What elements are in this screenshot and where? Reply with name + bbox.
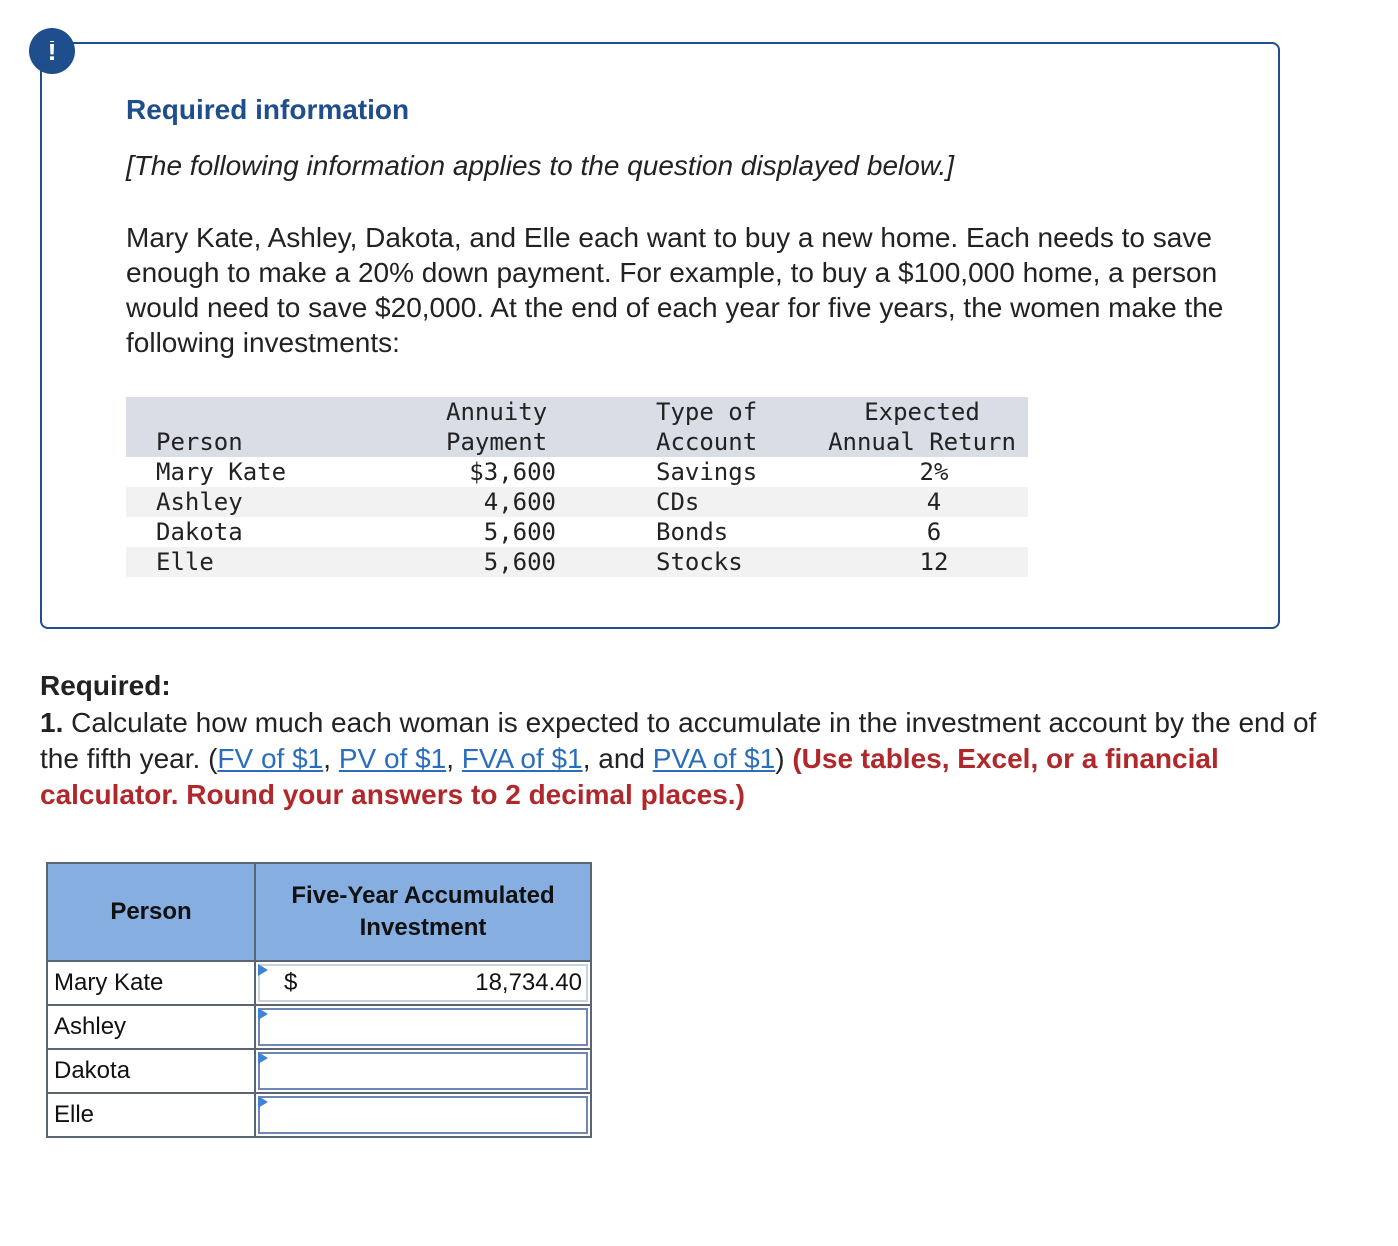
answer-input[interactable] bbox=[258, 1052, 588, 1090]
cell-type: CDs bbox=[656, 487, 816, 517]
table-row bbox=[126, 547, 1028, 577]
cell-return: 2% bbox=[919, 458, 949, 486]
answer-person: Mary Kate bbox=[47, 961, 255, 1005]
cell-payment: 4,600 bbox=[446, 487, 656, 517]
cell-type: Stocks bbox=[656, 547, 816, 577]
cell-person: Dakota bbox=[156, 518, 243, 546]
required-question: 1. Calculate how much each woman is expected to accumulate in the investment account by the end of the fifth year. (FV of $1, PV of $1, FVA of $1, and PVA of $1) (Use tables, Excel, or a financial calculator. Round your answers to 2 decimal places.) bbox=[40, 707, 1317, 810]
answer-input-cell[interactable] bbox=[255, 1005, 591, 1049]
required-heading: Required: bbox=[40, 670, 171, 701]
table-row bbox=[47, 1005, 591, 1049]
answer-input[interactable] bbox=[258, 1096, 588, 1134]
cell-return: 6 bbox=[926, 518, 942, 546]
alert-icon: ! bbox=[29, 28, 75, 74]
answer-header-person: Person bbox=[47, 863, 255, 961]
cell-payment: $3,600 bbox=[469, 458, 556, 486]
input-marker-icon bbox=[258, 1008, 268, 1020]
currency-symbol: $ bbox=[284, 969, 298, 996]
header-type: Type of Account bbox=[656, 397, 816, 457]
answer-input-cell[interactable] bbox=[255, 1093, 591, 1137]
answer-input-cell[interactable] bbox=[255, 1049, 591, 1093]
answer-person: Elle bbox=[47, 1093, 255, 1137]
pva-link[interactable]: PVA of $1 bbox=[652, 743, 776, 774]
table-row bbox=[47, 961, 591, 1005]
cell-person: Elle bbox=[126, 547, 446, 577]
header-payment: Annuity Payment bbox=[446, 397, 656, 457]
instruction-text: (Use tables, Excel, or a financial calculator. Round your answers to 2 decimal places.) bbox=[40, 743, 1219, 810]
cell-return: 12 bbox=[816, 547, 1028, 577]
answer-input-cell[interactable] bbox=[255, 961, 591, 1005]
pv-link[interactable]: PV of $1 bbox=[338, 743, 447, 774]
table-row bbox=[47, 1093, 591, 1137]
cell-type: Bonds bbox=[656, 518, 729, 546]
info-note: [The following information applies to the question displayed below.] bbox=[126, 150, 955, 181]
info-title: Required information bbox=[126, 94, 410, 125]
cell-person: Mary Kate bbox=[156, 458, 287, 486]
answer-person: Dakota bbox=[47, 1049, 255, 1093]
answer-header-value: Five-Year Accumulated Investment bbox=[255, 863, 591, 961]
header-person: Person bbox=[126, 397, 446, 457]
answer-input[interactable] bbox=[258, 1008, 588, 1046]
cell-person: Ashley bbox=[126, 487, 446, 517]
answer-person: Ashley bbox=[47, 1005, 255, 1049]
input-marker-icon bbox=[258, 964, 268, 976]
fva-link[interactable]: FVA of $1 bbox=[461, 743, 583, 774]
header-return: Expected Annual Return bbox=[816, 397, 1028, 457]
cell-type: Savings bbox=[656, 458, 758, 486]
cell-payment: 5,600 bbox=[483, 518, 556, 546]
table-row bbox=[126, 517, 1028, 547]
info-body: Mary Kate, Ashley, Dakota, and Elle each want to buy a new home. Each needs to save enough to make a 20% down payment. For example, to buy a $100,000 home, a person would need to save $20,000. At the end of each year for five years, the women make the following investments: bbox=[126, 222, 1224, 358]
table-row bbox=[47, 1049, 591, 1093]
cell-payment: 5,600 bbox=[446, 547, 656, 577]
input-marker-icon bbox=[258, 1052, 268, 1064]
table-row bbox=[126, 457, 1028, 487]
answer-value: 18,734.40 bbox=[475, 969, 582, 996]
answer-table bbox=[46, 862, 592, 1138]
cell-return: 4 bbox=[816, 487, 1028, 517]
investment-table bbox=[126, 397, 1028, 577]
answer-input[interactable] bbox=[258, 964, 588, 1002]
input-marker-icon bbox=[258, 1096, 268, 1108]
fv-link[interactable]: FV of $1 bbox=[217, 743, 324, 774]
table-row bbox=[126, 487, 1028, 517]
